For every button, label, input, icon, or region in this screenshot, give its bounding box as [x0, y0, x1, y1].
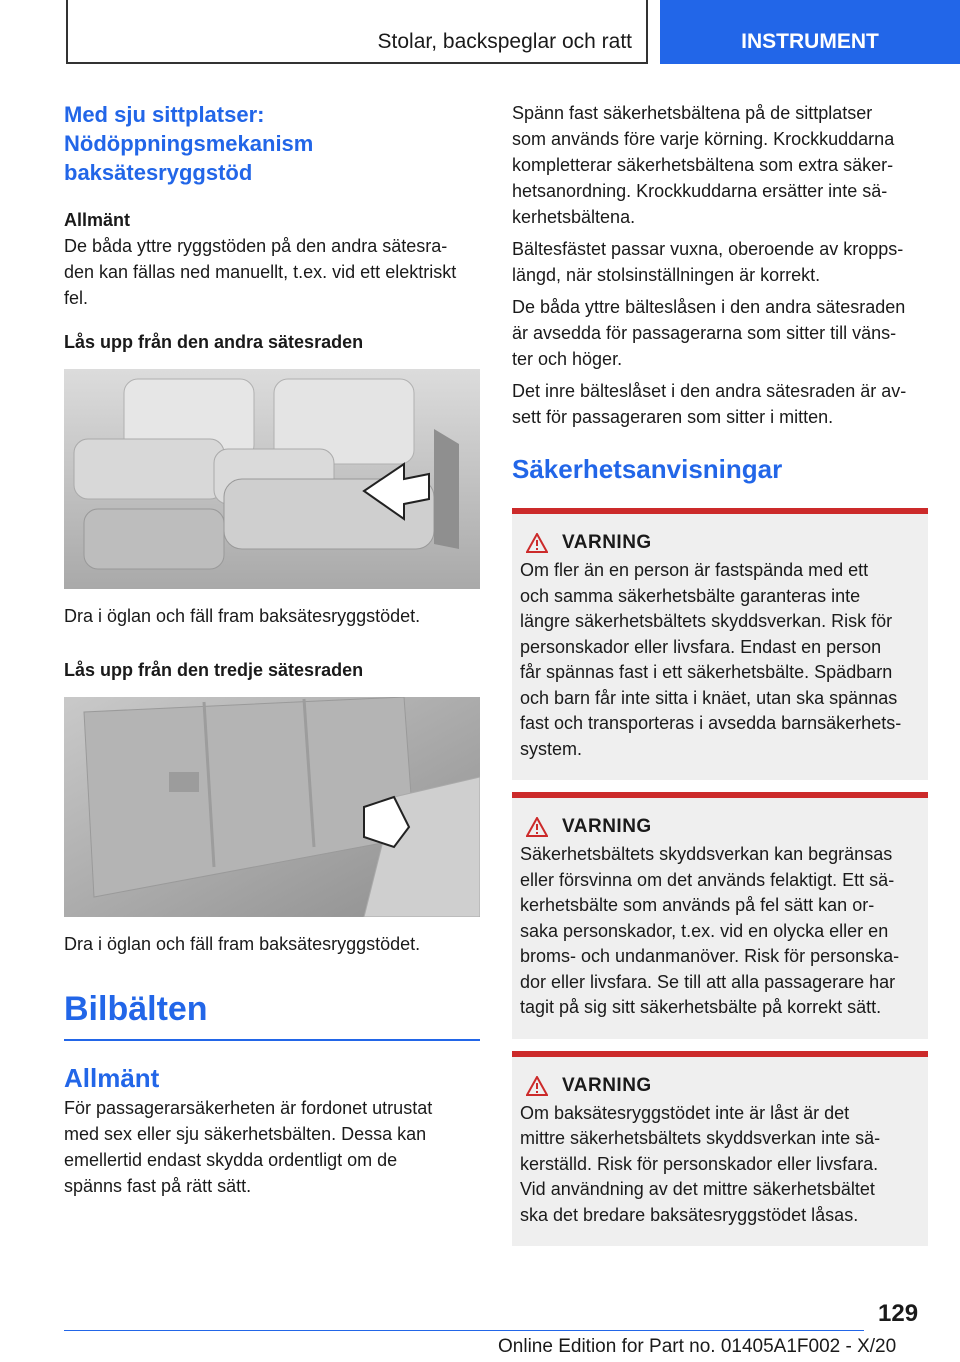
figure-caption-2: Dra i öglan och fäll fram baksätesryggstödet. — [64, 934, 421, 954]
second-row-seat-figure — [64, 369, 480, 589]
safety-heading: Säkerhetsanvisningar — [512, 454, 783, 484]
warning-title: VARNING — [562, 816, 652, 837]
warning-text: Om baksätesryggstödet inte är låst är det mittre säkerhetsbältets skyddsverkan inte sä- kerställd. Risk för personskador eller livsfara. Vid användning av det mittre säkerhetsbältet ska det bredare baksätesryggstödet låsas. — [520, 1102, 881, 1225]
right-column — [512, 100, 928, 1246]
belts-general-heading: Allmänt — [64, 1063, 160, 1093]
edition-note: Online Edition for Part no. 01405A1F002 - X/20 — [498, 1336, 897, 1357]
tab-instrument[interactable]: INSTRUMENT — [660, 0, 960, 64]
warning-box-2 — [512, 792, 928, 1039]
left-column — [64, 100, 480, 1199]
warning-text: Om fler än en person är fastspända med ett och samma säkerhetsbälte garanteras inte längre säkerhetsbältets skyddsverkan. Risk för personskador eller livsfara. Endast en person får spännas fast i ett säkerhetsbälte. Spädbarn och barn får inte sitta i knäet, utan ska spännas fast och transporteras i avsedda barnsäkerhets- system. — [520, 560, 902, 759]
unlock-row2-heading: Lås upp från den andra sätesraden — [64, 332, 364, 352]
seat-belts-heading: Bilbälten — [64, 990, 208, 1028]
warning-title: VARNING — [562, 1074, 652, 1096]
header-box — [66, 0, 648, 64]
warning-title: VARNING — [562, 532, 652, 553]
warning-triangle-icon — [526, 1076, 548, 1096]
unlock-row3-heading: Lås upp från den tredje sätesraden — [64, 660, 364, 680]
general-text: De båda yttre ryggstöden på den andra sätesra- den kan fällas ned manuellt, t.ex. vid ett elektriskt fel. — [64, 236, 457, 308]
warning-triangle-icon — [526, 817, 548, 837]
paragraph-3: De båda yttre bälteslåsen i den andra sätesraden är avsedda för passagerarna som sitter till väns- ter och höger. — [512, 297, 906, 369]
warning-triangle-icon — [526, 533, 548, 553]
third-row-seat-figure — [64, 697, 480, 917]
belts-general-text: För passagerarsäkerheten är fordonet utrustat med sex eller sju säkerhetsbälten. Dessa kan emellertid endast skydda ordentligt om de spänns fast på rätt sätt. — [64, 1098, 433, 1196]
warning-box-1 — [512, 508, 928, 780]
general-label: Allmänt — [64, 210, 131, 230]
footer-rule — [64, 1330, 864, 1331]
page-number: 129 — [878, 1300, 919, 1327]
figure-caption-1: Dra i öglan och fäll fram baksätesryggstödet. — [64, 606, 421, 626]
paragraph-4: Det inre bälteslåset i den andra sätesraden är av- sett för passageraren som sitter i mitten. — [512, 381, 907, 427]
paragraph-2: Bältesfästet passar vuxna, oberoende av kropps- längd, när stolsinställningen är korrekt. — [512, 239, 904, 285]
warning-box-3 — [512, 1051, 928, 1247]
section-title: Stolar, backspeglar och ratt — [377, 30, 632, 53]
emergency-release-heading: Med sju sittplatser: Nödöppningsmekanism baksätesryggstöd — [64, 102, 314, 185]
paragraph-1: Spänn fast säkerhetsbältena på de sittplatser som används före varje körning. Krockkuddarna kompletterar säkerhetsbältena som extra säker- hetsanordning. Krockkuddarna ersätter inte sä- kerhetsbältena. — [512, 103, 895, 227]
warning-text: Säkerhetsbältets skyddsverkan kan begränsas eller försvinna om det används felaktigt. Ett sä- kerhetsbälte som används på fel sätt kan or- saka personskador, t.ex. vid en olycka eller en broms- och undanmanöver. Risk för personska- dor eller livsfara. Se till att alla passagerare har tagit på sig sitt säkerhetsbälte på korrekt sätt. — [520, 844, 900, 1017]
